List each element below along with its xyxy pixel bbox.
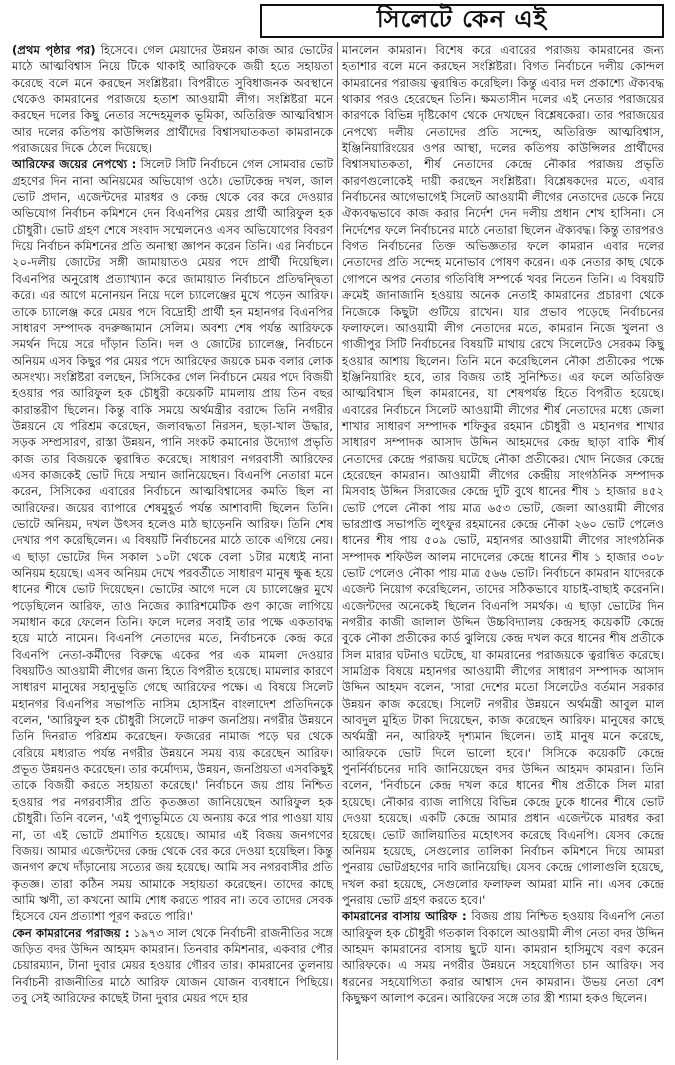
paragraph	[342, 42, 664, 908]
paragraph	[12, 42, 333, 156]
paragraph-text: সিলেট সিটি নির্বাচনে গেল সোমবার ভোট গ্রহণের দিন নানা অনিয়মের অভিযোগ ওঠে। ভোটকেন্দ্র দখল, জাল ভোট প্রদান, এজেন্টদের মারধর ও কেন্দ্র থেকে বের করে দেওয়ার অভিযোগ নির্বাচন কমিশনে দেন বিএনপির মেয়র প্রার্থী আরিফুল হক চৌধুরী। ভোট গ্রহণ শেষে সংবাদ সম্মেলনেও এসব অভিযোগের বিবরণ দিয়ে নির্বাচন কমিশনের প্রতি অনাস্থা জ্ঞাপন করেন তিনি। এর নির্বাচনে ২০-দলীয় জোটের সঙ্গী জামায়াতও মেয়র পদে প্রার্থী দিয়েছিল। বিএনপির অনুরোধ প্রত্যাখ্যান করে জামায়াত নির্বাচনে প্রতিদ্বন্দ্বিতা করে। এর আগে মনোনয়ন নিয়ে দলে চ্যালেঞ্জের মুখে পড়েন আরিফ। তাকে চ্যালেঞ্জ করে মেয়র পদে বিদ্রোহী প্রার্থী হন মহানগর বিএনপির সাধারণ সম্পাদক বদরুজ্জামান সেলিম। অবশ্য শেষ পর্যন্ত আরিফকে সমর্থন দিয়ে সরে দাঁড়ান তিনি। দল ও জোটের চ্যালেঞ্জ, নির্বাচনে অনিয়ম এসব কিছুর পর মেয়র পদে আরিফের জয়কে চমক বলার লোক অসংখ্য। সংশ্লিষ্টরা বলছেন, সিসিকের গেল নির্বাচনে মেয়র পদে বিজয়ী হওয়ার পর আরিফুল হক চৌধুরী কয়েকটি মামলায় প্রায় তিন বছর কারান্তরীণ ছিলেন। কিন্তু বাকি সময়ে অর্থমন্ত্রীর বরাদ্দে তিনি নগরীর উন্নয়নে যে পরিশ্রম করেছেন, জলাবদ্ধতা নিরসন, ছড়া-খাল উদ্ধার, সড়ক সম্প্রসারণ, রাস্তা উন্নয়ন, পানি সংকট কমানোর উদ্যোগ প্রভৃতি কাজ তার বিজয়কে ত্বরান্বিত করেছে। সাধারণ নগরবাসী আরিফের এসব কাজকেই ভোট দিয়ে সম্মান জানিয়েছেন। বিএনপি নেতারা মনে করেন, সিসিকের এবারের নির্বাচনে আত্মবিশ্বাসের কমতি ছিল না আরিফের। জয়ের ব্যাপারে শেষমুহূর্ত পর্যন্ত আশাবাদী ছিলেন তিনি। ভোটে অনিয়ম, দখল উৎসব হলেও মাঠ ছাড়েননি আরিফ। তিনি শেষ দেখার পণ করেছিলেন। এ বিষয়টি নির্বাচনের মাঠে তাকে এগিয়ে নেয়। এ ছাড়া ভোটের দিন সকাল ১০টা থেকে বেলা ১টার মধ্যেই নানা অনিয়ম হয়েছে। এসব অনিয়ম দেখে পরবর্তীতে সাধারণ মানুষ ক্ষুব্ধ হয়ে ধানের শীষে ভোট দিয়েছেন। ভোটের আগে দলে যে চ্যালেঞ্জের মুখে পড়েছিলেন আরিফ, তাও নিজের ক্যারিশমেটিক গুণ কাজে লাগিয়ে সমাধান করে ফেলেন তিনি। ফলে দলের সবাই তার পক্ষে একতাবদ্ধ হয়ে মাঠে নামেন। বিএনপি নেতাদের মতে, নির্বাচনকে কেন্দ্র করে বিএনপি নেতা-কর্মীদের বিরুদ্ধে একের পর এক মামলা দেওয়ার বিষয়টিও আওয়ামী লীগের জন্য হিতে বিপরীত হয়েছে। মামলার কারণে সাধারণ মানুষের সহানুভূতি গেছে আরিফের পক্ষে। এ বিষয়ে সিলেট মহানগর বিএনপির সভাপতি নাসিম হোসাইন বাংলাদেশ প্রতিদিনকে বলেন, 'আরিফুল হক চৌধুরী সিলেটে দারুণ জনপ্রিয়। নগরীর উন্নয়নে তিনি দিনরাত পরিশ্রম করেছেন। ফজরের নামাজ পড়ে ঘর থেকে বেরিয়ে মধ্যরাত পর্যন্ত নগরীর উন্নয়নে সময় ব্যয় করেছেন আরিফ। প্রভূত উন্নয়নও করেছেন। তার কর্মোদ্যম, উন্নয়ন, জনপ্রিয়তা এসবকিছুই তাকে বিজয়ী করতে সহায়তা করেছে।' নির্বাচনে জয় প্রায় নিশ্চিত হওয়ার পর নগরবাসীর প্রতি কৃতজ্ঞতা জানিয়েছেন আরিফুল হক চৌধুরী। তিনি বলেন, 'এই পুণ্যভূমিতে যে অন্যায় করে পার পাওয়া যায় না, তা এই ভোটে প্রমাণিত হয়েছে। আমার এই বিজয় জনগণের বিজয়। আমার এজেন্টদের কেন্দ্র থেকে বের করে দেওয়া হয়েছিল। কিন্তু জনগণ রুখে দাঁড়ানোয় সত্যের জয় হয়েছে। আমি সব নগরবাসীর প্রতি কৃতজ্ঞ। তারা কঠিন সময় আমাকে সহায়তা করেছেন। তাদের কাছে আমি ঋণী, তা কখনো আমি শোধ করতে পারব না। তবে তাদের সেবক হিসেবে যেন প্রত্যাশা পূরণ করতে পারি।'	[12, 157, 334, 924]
paragraph	[342, 908, 664, 1006]
headline: সিলেটে কেন এই	[260, 4, 664, 38]
paragraph-text: বিজয় প্রায় নিশ্চিত হওয়ায় বিএনপি নেতা আরিফুল হক চৌধুরী গতকাল বিকালে আওয়ামী লীগ নেতা বদর উদ্দিন আহমদ কামরানের বাসায় ছুটে যান। কামরান হাসিমুখে বরণ করেন আরিফকে। এ সময় নগরীর উন্নয়নে সহযোগিতা চান আরিফ। সব ধরনের সহযোগিতা করার আশ্বাস দেন কামরান। উভয় নেতা বেশ কিছুক্ষণ আলাপ করেন। আরিফের সঙ্গে তার স্ত্রী শ্যামা হকও ছিলেন।	[342, 909, 664, 1005]
paragraph	[12, 925, 333, 1007]
article-columns	[8, 42, 668, 1060]
paragraph-text: হিসেবে। গেল মেয়াদের উন্নয়ন কাজ আর ভোটের মাঠে আত্মবিশ্বাস নিয়ে টিকে থাকাই আরিফকে জয়ী হতে সহায়তা করেছে বলে মনে করছেন সংশ্লিষ্টরা। বিপরীতে সুবিধাজনক অবস্থানে থেকেও কামরানের পরাজয়ে হতাশ আওয়ামী লীগ। সংশ্লিষ্টরা মনে করছেন দলের কিছু নেতার সন্দেহমূলক ভূমিকা, অতিরিক্ত আত্মবিশ্বাস আর দলের কতিপয় কাউন্সিলর প্রার্থীদের বিশ্বাসঘাতকতা কামরানকে পরাজয়ের দিকে ঠেলে দিয়েছে।	[12, 43, 333, 156]
paragraph-lead: কেন কামরানের পরাজয় :	[12, 925, 130, 940]
paragraph-text: মানলেন কামরান। বিশেষ করে এবারের পরাজয় কামরানের জন্য হতাশার বলে মনে করছেন সংশ্লিষ্টরা। বিগত নির্বাচনে দলীয় কোন্দল কামরানের পরাজয় ত্বরান্বিত করেছিল। কিন্তু এবার দল প্রকাশ্যে ঐক্যবদ্ধ থাকার পরও হেরেছেন তিনি। ক্ষমতাসীন দলের এই নেতার পরাজয়ের কারণকে বিভিন্ন দৃষ্টিকোণ থেকে দেখছেন বিশ্লেষকেরা। তার পরাজয়ের নেপথ্যে দলীয় নেতাদের প্রতি সন্দেহ, অতিরিক্ত আত্মবিশ্বাস, ইঞ্জিনিয়ারিংয়ের ওপর আস্থা, দলের কতিপয় কাউন্সিলর প্রার্থীদের বিশ্বাসঘাতকতা, শীর্ষ নেতাদের কেন্দ্রে নৌকার পরাজয় প্রভৃতি কারণগুলোকেই দায়ী করছেন সংশ্লিষ্টরা। বিশ্লেষকদের মতে, এবার নির্বাচনের আগেভাগেই সিলেট আওয়ামী লীগের নেতাদের ডেকে নিয়ে ঐক্যবদ্ধভাবে কাজ করার নির্দেশ দেন দলীয় প্রধান শেখ হাসিনা। সে নির্দেশের ফলে নির্বাচনের মাঠে নেতারা ছিলেন ঐক্যবদ্ধ। কিন্তু তারপরও বিগত নির্বাচনের তিক্ত অভিজ্ঞতার ফলে কামরান এবার দলের নেতাদের প্রতি সন্দেহ মনোভাব পোষণ করেন। এক নেতার কাছ থেকে গোপনে অপর নেতার গতিবিধি সম্পর্কে খবর নিতেন তিনি। এ বিষয়টি ক্রমেই জানাজানি হওয়ায় অনেক নেতাই কামরানের প্রচারণা থেকে নিজেকে কিছুটা গুটিয়ে রাখেন। যার প্রভাব পড়েছে নির্বাচনের ফলাফলে। আওয়ামী লীগ নেতাদের মতে, কামরান নিজে খুলনা ও গাজীপুর সিটি নির্বাচনের বিষয়টি মাথায় রেখে সিলেটেও সেরকম কিছু হওয়ার আশায় ছিলেন। তিনি মনে করেছিলেন নৌকা প্রতীকের পক্ষে ইঞ্জিনিয়ারিং হবে, তার বিজয় তাই সুনিশ্চিত। এর ফলে অতিরিক্ত আত্মবিশ্বাস ছিল কামরানের, যা শেষপর্যন্ত হিতে বিপরীত হয়েছে। এবারের নির্বাচনে সিলেট আওয়ামী লীগের শীর্ষ নেতাদের মধ্যে জেলা শাখার সাধারণ সম্পাদক শফিকুর রহমান চৌধুরী ও মহানগর শাখার সাধারণ সম্পাদক আসাদ উদ্দিন আহমদের কেন্দ্র ছাড়া বাকি শীর্ষ নেতাদের কেন্দ্রে পরাজয় ঘটেছে নৌকা প্রতীকের। খোদ নিজের কেন্দ্রে হেরেছেন কামরান। আওয়ামী লীগের কেন্দ্রীয় সাংগঠনিক সম্পাদক মিসবাহ উদ্দিন সিরাজের কেন্দ্রে দুটি বুথে ধানের শীষ ১ হাজার ৪৫২ ভোট পেলে নৌকা পায় মাত্র ৬৫৩ ভোট, জেলা আওয়ামী লীগের ভারপ্রাপ্ত সভাপতি লুৎফুর রহমানের কেন্দ্রে নৌকা ২৬০ ভোট পেলেও ধানের শীষ পায় ৫০৯ ভোট, মহানগর আওয়ামী লীগের সাংগঠনিক সম্পাদক শফিউল আলম নাদেলের কেন্দ্রে ধানের শীষ ১ হাজার ৩০৮ ভোট পেলেও নৌকা পায় মাত্র ৫৬৬ ভোট। নির্বাচনে কামরান যাদেরকে এজেন্ট নিয়োগ করেছিলেন, তাদের সঠিকভাবে যাচাই-বাছাই করেননি। এজেন্টদের অনেকেই ছিলেন বিএনপি সমর্থক। এ ছাড়া ভোটের দিন নগরীর কাজী জালাল উদ্দিন উচ্চবিদ্যালয় কেন্দ্রসহ কয়েকটি কেন্দ্রে বুকে নৌকা প্রতীকের কার্ড ঝুলিয়ে কেন্দ্র দখল করে ধানের শীষ প্রতীকে সিল মারার ঘটনাও ঘটেছে, যা কামরানের পরাজয়কে ত্বরান্বিত করেছে। সামগ্রিক বিষয়ে মহানগর আওয়ামী লীগের সাধারণ সম্পাদক আসাদ উদ্দিন আহমদ বলেন, 'সারা দেশের মতো সিলেটেও বর্তমান সরকার উন্নয়ন কাজ করেছে। সিলেট নগরীর উন্নয়নে অর্থমন্ত্রী আবুল মাল আবদুল মুহিত টাকা দিয়েছেন, কাজ করেছেন আরিফ। মানুষের কাছে অর্থমন্ত্রী নন, আরিফই দৃশ্যমান ছিলেন। তাই মানুষ মনে করেছে, আরিফকে ভোট দিলে ভালো হবে।' সিসিকে কয়েকটি কেন্দ্রে পুনর্নির্বাচনের দাবি জানিয়েছেন বদর উদ্দিন আহমদ কামরান। তিনি বলেন, 'নির্বাচনে কেন্দ্র দখল করে ধানের শীষ প্রতীকে সিল মারা হয়েছে। নৌকার ব্যাজ লাগিয়ে বিভিন্ন কেন্দ্রে ঢুকে ধানের শীষে ভোট দেওয়া হয়েছে। একটি কেন্দ্রে আমার প্রধান এজেন্টকে মারধর করা হয়েছে। ভোট জালিয়াতির মহোৎসব করেছে বিএনপি। যেসব কেন্দ্রে অনিয়ম হয়েছে, সেগুলোর তালিকা নির্বাচন কমিশনে দিয়ে আমরা পুনরায় ভোটগ্রহণের দাবি জানিয়েছি। যেসব কেন্দ্রে গোলাগুলি হয়েছে, দখল করা হয়েছে, সেগুলোর ফলাফল আমরা মানি না। এসব কেন্দ্রে পুনরায় ভোট গ্রহণ করতে হবে।'	[342, 43, 664, 907]
paragraph-text: ১৯৭৩ সাল থেকে নির্বাচনী রাজনীতির সঙ্গে জড়িত বদর উদ্দিন আহমদ কামরান। তিনবার কমিশনার, একবার পৌর চেয়ারম্যান, টানা দুবার মেয়র হওয়ার গৌরব তার। কামরানের তুলনায় নির্বাচনী রাজনীতির মাঠে আরিফ যোজন যোজন ব্যবধানে পিছিয়ে। তবু সেই আরিফের কাছেই টানা দুবার মেয়র পদে হার	[12, 925, 333, 1005]
paragraph	[12, 156, 333, 924]
left-column	[8, 42, 338, 1060]
paragraph-lead: (প্রথম পৃষ্ঠার পর)	[12, 43, 96, 57]
paragraph-lead: আরিফের জয়ের নেপথ্যে :	[12, 157, 137, 172]
paragraph-lead: কামরানের বাসায় আরিফ :	[342, 909, 467, 924]
right-column	[338, 42, 668, 1060]
